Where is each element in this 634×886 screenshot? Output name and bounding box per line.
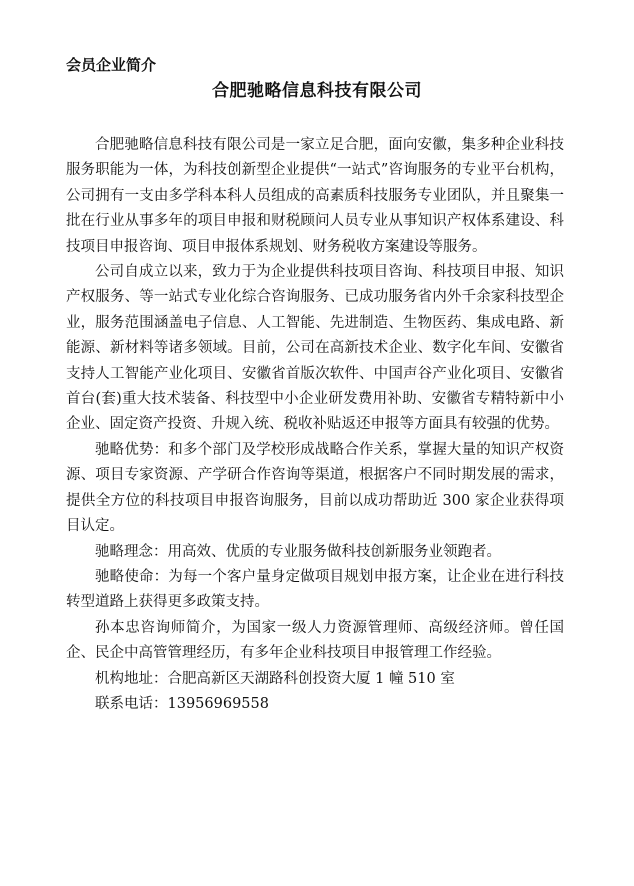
paragraph-philosophy: 驰略理念：用高效、优质的专业服务做科技创新服务业领跑者。 (95, 543, 501, 560)
paragraph-advantages: 驰略优势：和多个部门及学校形成战略合作关系，掌握大量的知识产权资源、项目专家资源、产学研合作咨询等渠道，根据客户不同时期发展的需求，提供全方位的科技项目申报咨询服务，目前以成功帮助近 300 家企业获得项目认定。 (66, 441, 564, 535)
contact-phone: 联系电话：13956969558 (95, 695, 269, 712)
paragraph-intro: 合肥驰略信息科技有限公司是一家立足合肥，面向安徽，集多种企业科技服务职能为一体，为科技创新型企业提供“一站式”咨询服务的专业平台机构，公司拥有一支由多学科本科人员组成的高素质科技服务专业团队，并且聚集一批在行业从事多年的项目申报和财税顾问人员专业从事知识产权体系建设、科技项目申报咨询、项目申报体系规划、财务税收方案建设等服务。 (66, 137, 564, 255)
contact-address: 机构地址：合肥高新区天湖路科创投资大厦 1 幢 510 室 (95, 670, 455, 687)
section-label: 会员企业简介 (66, 56, 157, 74)
paragraph-consultant: 孙本忠咨询师简介，为国家一级人力资源管理师、高级经济师。曾任国企、民企中高管管理经历，有多年企业科技项目申报管理工作经验。 (66, 619, 564, 662)
company-title: 合肥驰略信息科技有限公司 (212, 81, 422, 101)
company-profile-body (66, 133, 564, 717)
paragraph-mission: 驰略使命：为每一个客户量身定做项目规划申报方案，让企业在进行科技转型道路上获得更多政策支持。 (66, 568, 564, 611)
paragraph-history: 公司自成立以来，致力于为企业提供科技项目咨询、科技项目申报、知识产权服务、等一站式专业化综合咨询服务、已成功服务省内外千余家科技型企业，服务范围涵盖电子信息、人工智能、先进制造、生物医药、集成电路、新能源、新材料等诸多领域。目前，公司在高新技术企业、数字化车间、安徽省支持人工智能产业化项目、安徽省首版次软件、中国声谷产业化项目、安徽省首台(套)重大技术装备、科技型中小企业研发费用补助、安徽省专精特新中小企业、固定资产投资、升规入统、税收补贴返还申报等方面具有较强的优势。 (66, 264, 564, 433)
